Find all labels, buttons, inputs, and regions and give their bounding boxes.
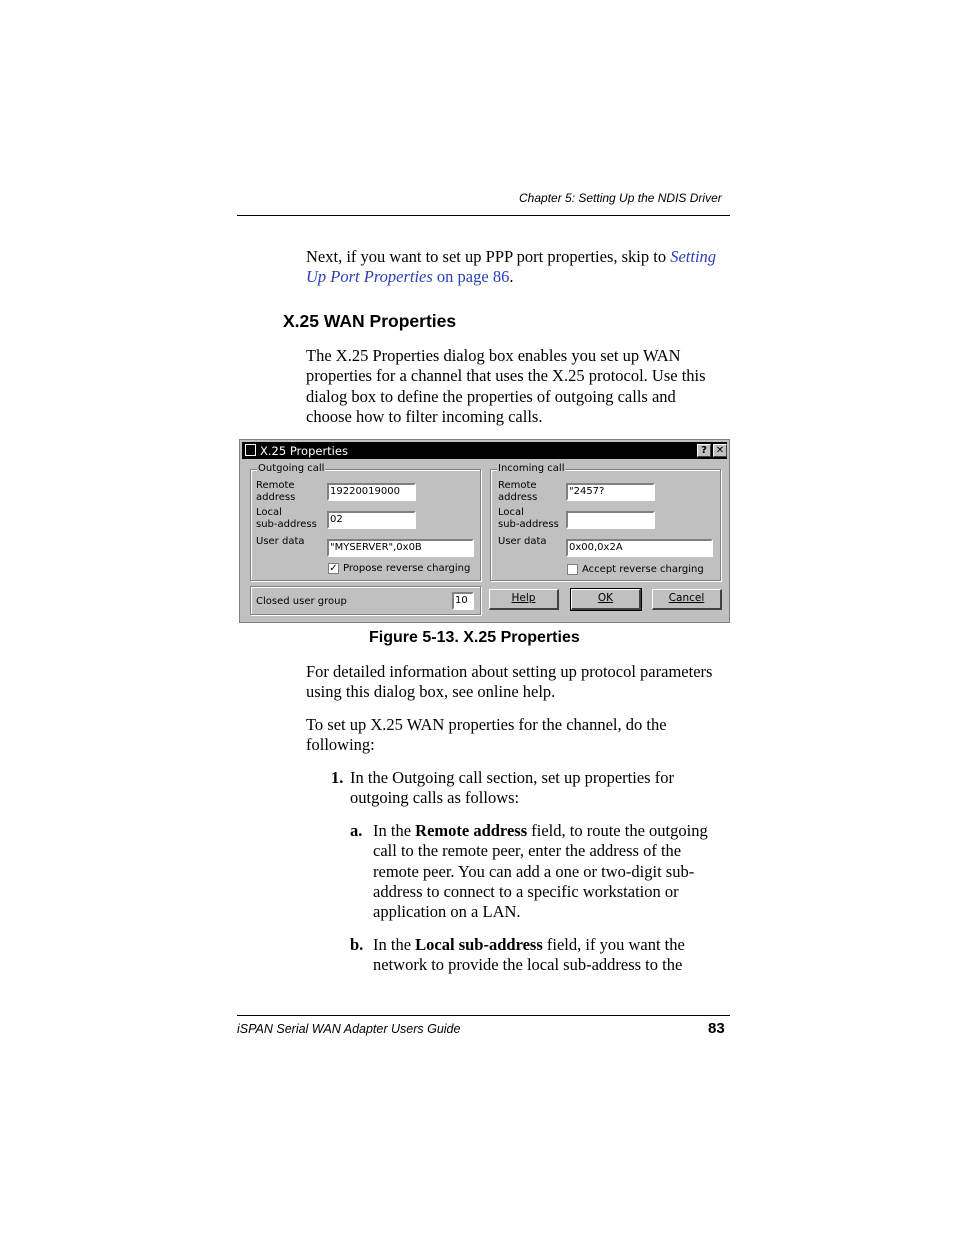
out-local-label: Local sub-address	[256, 507, 317, 530]
step-1: 1. In the Outgoing call section, set up properties for outgoing calls as follows:	[331, 768, 674, 808]
header-rule	[237, 215, 730, 216]
closed-user-group-label: Closed user group	[256, 596, 347, 607]
dialog-title: X.25 Properties	[260, 444, 348, 458]
closed-user-group-field[interactable]: 10	[452, 592, 474, 610]
figure-caption: Figure 5-13. X.25 Properties	[369, 629, 580, 646]
online-help-paragraph: For detailed information about setting up protocol parameters using this dialog box, see online help.	[306, 662, 713, 702]
footer-rule	[237, 1015, 730, 1016]
in-remote-address-field[interactable]: "2457?	[566, 483, 655, 501]
remote-address-term: Remote address	[415, 821, 528, 840]
in-local-label: Local sub-address	[498, 507, 559, 530]
help-icon[interactable]: ?	[697, 444, 711, 457]
step-a-letter: a.	[350, 821, 363, 840]
port-properties-link[interactable]: Setting Up Port Properties on page 86	[306, 247, 717, 287]
step-a: a. In the Remote address field, to route the outgoing call to the remote peer, enter the address of the remote peer. You can add a one or two-digit sub- address to connect to a specific workstation or application on a LAN.	[350, 821, 708, 922]
outgoing-call-group	[250, 463, 481, 581]
accept-reverse-charging-label: Accept reverse charging	[582, 564, 704, 575]
chapter-header: Chapter 5: Setting Up the NDIS Driver	[519, 191, 722, 205]
propose-reverse-charging-checkbox[interactable]: ✓	[329, 563, 338, 574]
dialog-titlebar[interactable]	[242, 442, 727, 459]
incoming-call-group	[490, 463, 721, 581]
accept-reverse-charging-checkbox[interactable]	[567, 564, 578, 575]
step-b: b. In the Local sub-address field, if you want the network to provide the local sub-address to the	[350, 935, 685, 975]
step-b-letter: b.	[350, 935, 364, 954]
setup-intro-paragraph: To set up X.25 WAN properties for the channel, do the following:	[306, 715, 667, 755]
out-remote-label: Remote address	[256, 480, 296, 503]
help-button[interactable]: Help	[489, 589, 559, 610]
out-remote-address-field[interactable]: 19220019000	[327, 483, 416, 501]
outgoing-legend: Outgoing call	[258, 463, 325, 474]
in-remote-label: Remote address	[498, 480, 538, 503]
out-userdata-field[interactable]: "MYSERVER",0x0B	[327, 539, 474, 557]
out-userdata-label: User data	[256, 536, 305, 547]
intro-text: Next, if you want to set up PPP port properties, skip to	[306, 247, 671, 266]
section-title: X.25 WAN Properties	[283, 311, 457, 331]
footer-title: iSPAN Serial WAN Adapter Users Guide	[237, 1022, 461, 1036]
network-icon	[245, 444, 256, 456]
intro-paragraph: Next, if you want to set up PPP port properties, skip to Setting Up Port Properties on page 86.	[306, 247, 717, 287]
in-local-subaddress-field[interactable]	[566, 511, 655, 529]
close-icon[interactable]: ✕	[713, 444, 727, 457]
incoming-legend: Incoming call	[498, 463, 565, 474]
closed-user-group-box	[250, 586, 481, 615]
in-userdata-field[interactable]: 0x00,0x2A	[566, 539, 713, 557]
section-paragraph: The X.25 Properties dialog box enables you set up WAN properties for a channel that uses the X.25 protocol. Use this dialog box to define the properties of outgoing calls and choose how to filter incoming calls.	[306, 346, 706, 426]
step-1-number: 1.	[331, 768, 344, 787]
out-local-subaddress-field[interactable]: 02	[327, 511, 416, 529]
propose-reverse-charging-label: Propose reverse charging	[343, 563, 471, 574]
in-userdata-label: User data	[498, 536, 547, 547]
local-subaddress-term: Local sub-address	[415, 935, 543, 954]
page-number: 83	[708, 1020, 725, 1037]
ok-button[interactable]: OK	[571, 589, 641, 610]
x25-properties-dialog	[239, 439, 730, 623]
cancel-button[interactable]: Cancel	[652, 589, 722, 610]
